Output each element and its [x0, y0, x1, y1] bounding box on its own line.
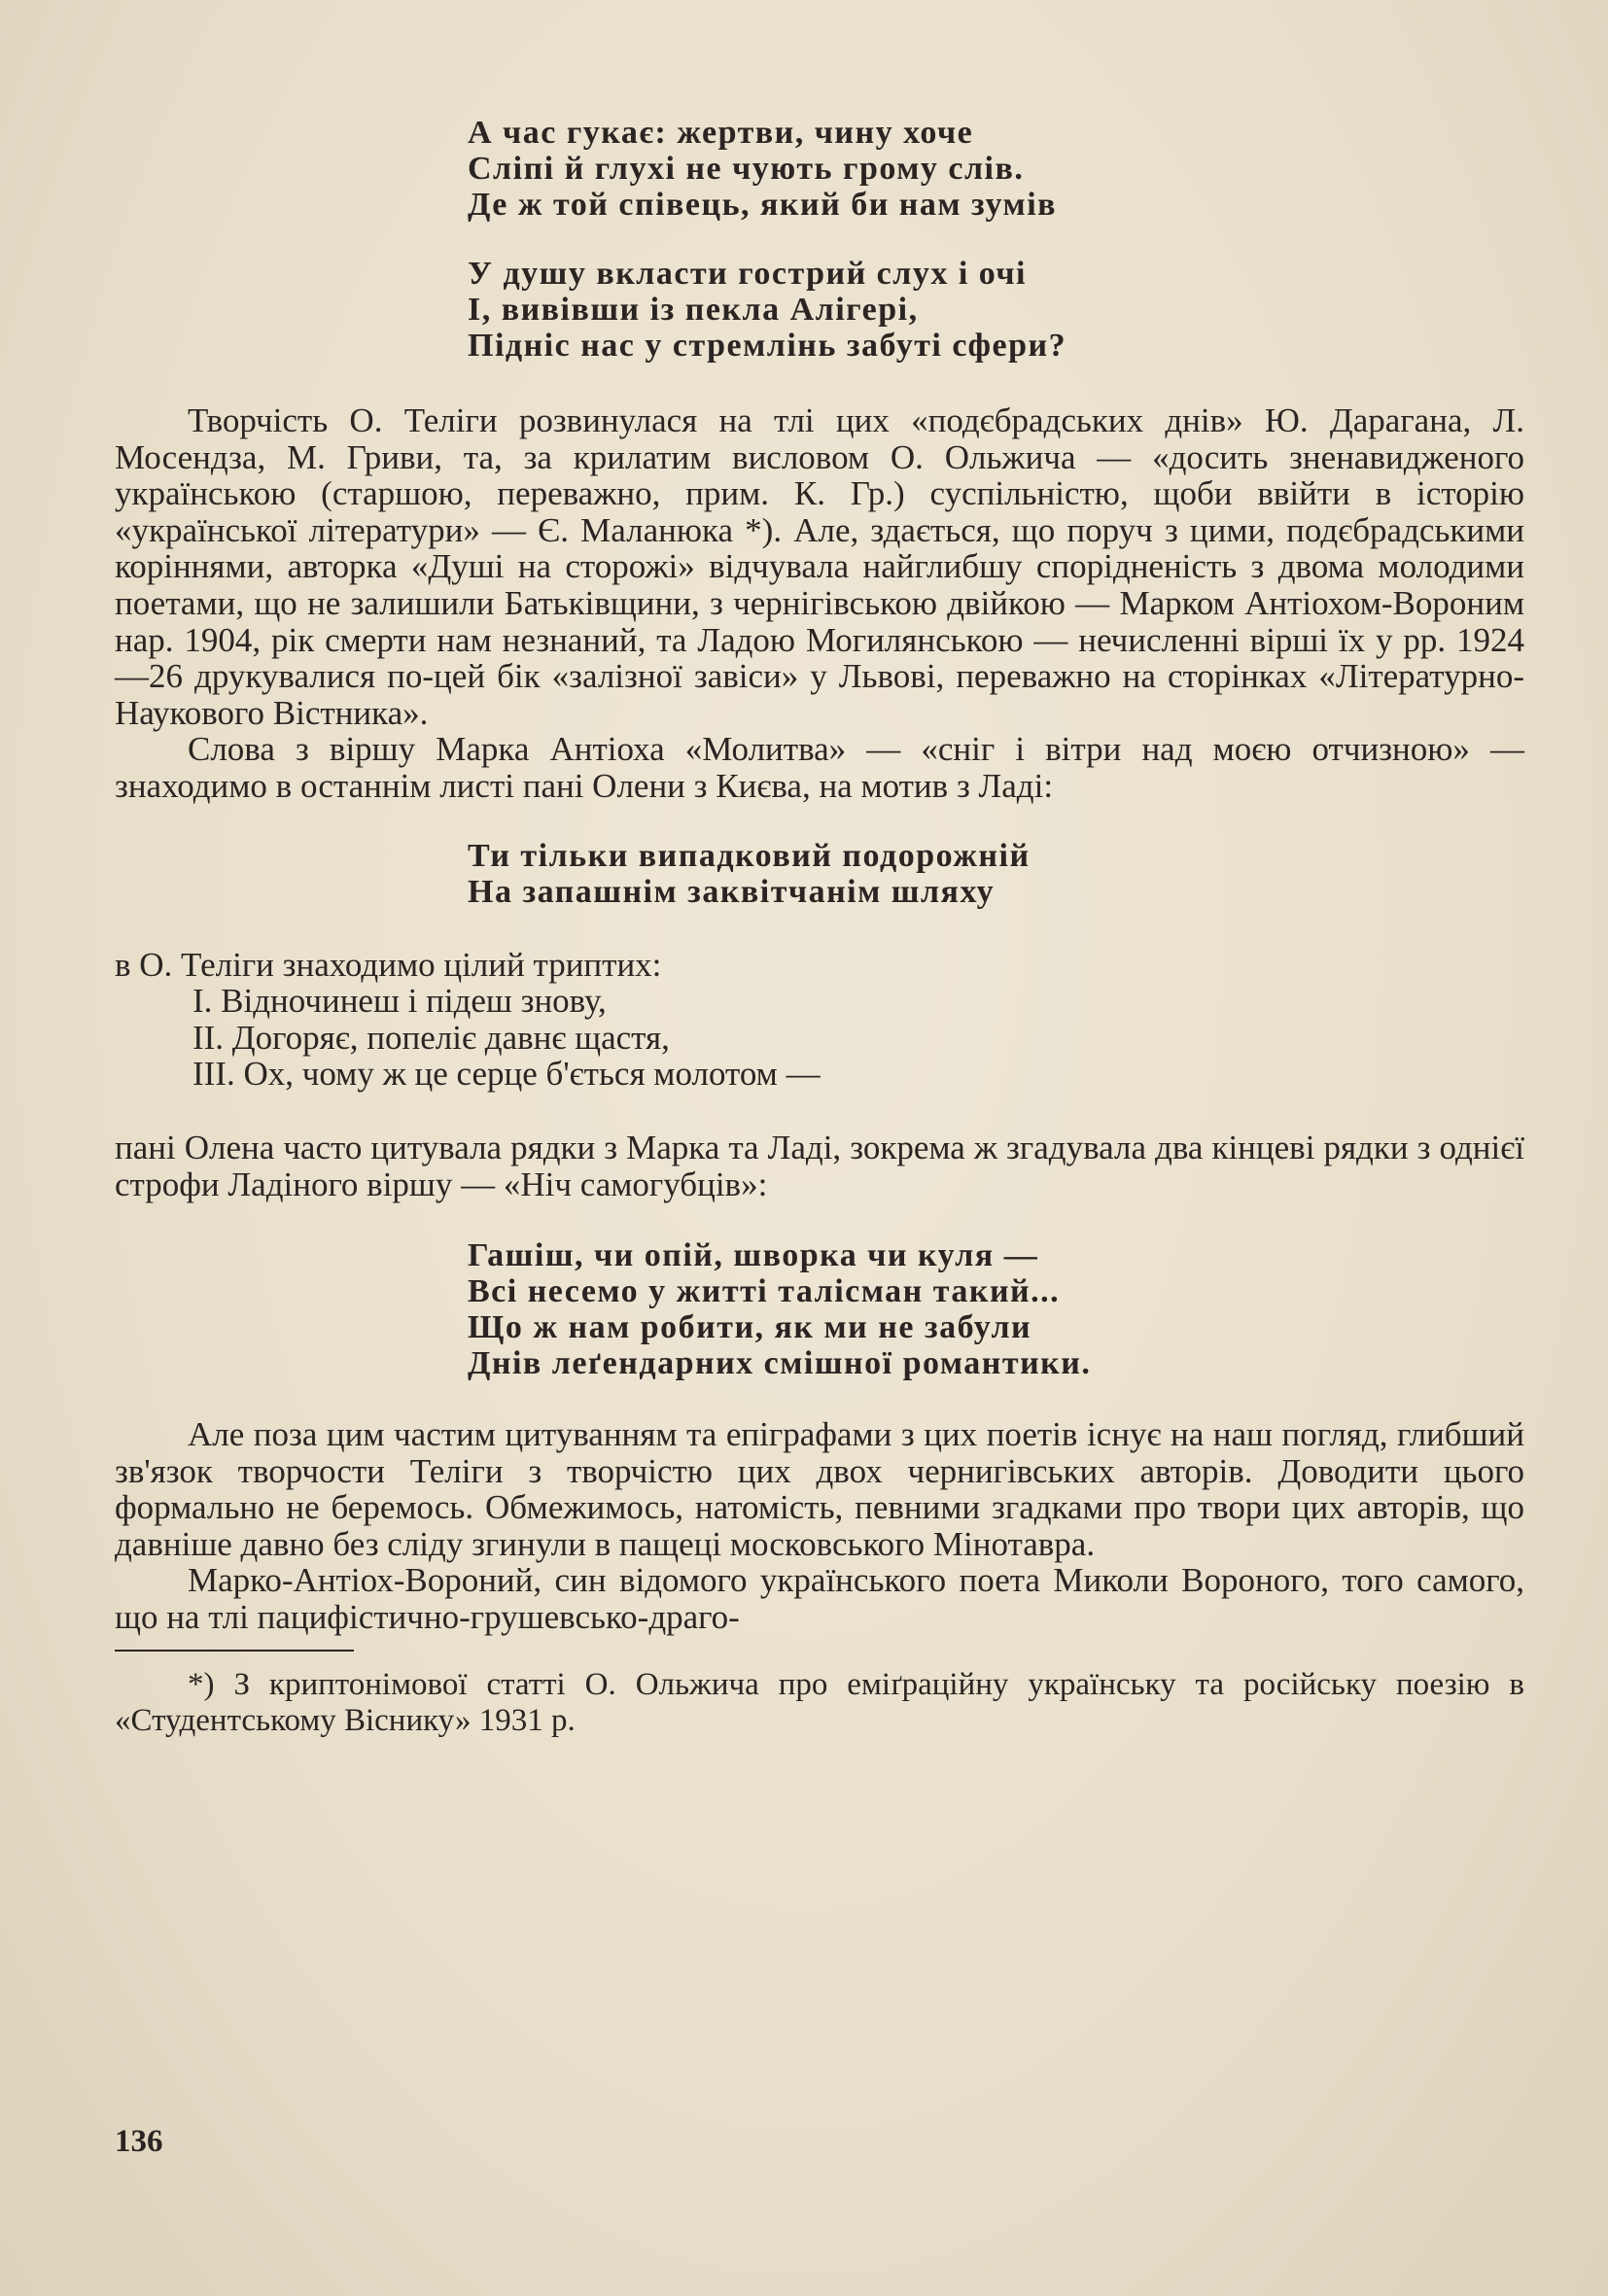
verse-line: Всі несемо у житті талісман такий...: [468, 1273, 1061, 1310]
paragraph: в О. Теліги знаходимо цілий триптих:: [115, 945, 662, 984]
stanza-gap: [468, 223, 1524, 256]
triptych-list: [115, 983, 1524, 1093]
verse-line: Ти тільки випадковий подорожній: [468, 837, 1031, 874]
paragraph: Творчість О. Теліги розвинулася на тлі цих «подєбрадських днів» Ю. Дарагана, Л. Мосендза, М. Гриви, та, за крилатим висловом О. Ольжича — «досить зненавидженого українською (старшою, переважно, прим. К. Гр.) суспільністю, щоби ввійти в історію «української літератури» — Є. Маланюка *). Але, здається, що поруч з цими, подєбрадськими коріннями, авторка «Душі на сторожі» відчувала найглибшу спорідненість з двома молодими поетами, що не залишили Батьківщини, з чернігівською двійкою — Марком Антіохом-Вороним нар. 1904, рік смерти нам незнаний, та Ладою Могилянською — нечисленні вірші їх у рр. 1924—26 друкувалися по-цей бік «залізної завіси» у Львові, переважно на сторінках «Літературно-Наукового Вістника».: [115, 401, 1524, 732]
page-number: 136: [115, 2124, 163, 2159]
verse-line: Гашіш, чи опій, шворка чи куля —: [468, 1237, 1039, 1274]
verse-line: На запашнім заквітчанім шляху: [468, 873, 996, 910]
verse-line: Підніс нас у стремлінь забуті сфери?: [468, 328, 1067, 364]
verse-block-2: [468, 838, 1524, 910]
verse-block-3: [468, 1237, 1524, 1381]
paragraph: Але поза цим частим цитуванням та епіграфами з цих поетів існує на наш погляд, глибший зв'язок творчости Теліги з творчістю цих двох чернигівських авторів. Доводити цього формально не беремось. Обмежимось, натомість, певними згадками про твори цих авторів, що давніше давно без сліду згинули в пащеці московського Мінотавра.: [115, 1415, 1524, 1563]
verse-block-1: [468, 115, 1524, 364]
verse-line: Що ж нам робити, як ми не забули: [468, 1309, 1032, 1346]
triptych-item: ІІ. Догоряє, попеліє давнє щастя,: [192, 1018, 670, 1057]
paragraph: пані Олена часто цитувала рядки з Марка та Ладі, зокрема ж згадувала два кінцеві рядки з однієї строфи Ладіного віршу — «Ніч самогубців»:: [115, 1128, 1524, 1203]
paragraph: Слова з віршу Марка Антіоха «Молитва» — «сніг і вітри над моєю отчизною» — знаходимо в останнім листі пані Олени з Києва, на мотив з Ладі:: [115, 730, 1524, 805]
verse-line: У душу вкласти гострий слух і очі: [468, 256, 1028, 292]
verse-line: Сліпі й глухі не чують грому слів.: [468, 151, 1025, 187]
page-body: [115, 115, 1524, 1739]
triptych-item: І. Відночинеш і підеш знову,: [192, 982, 607, 1021]
verse-line: А час гукає: жертви, чину хоче: [468, 115, 974, 151]
footnote-divider: [115, 1650, 354, 1652]
paragraph: Марко-Антіох-Вороний, син відомого українського поета Миколи Вороного, того самого, що на тлі пацифістично-грушевсько-драго-: [115, 1561, 1524, 1637]
triptych-item: ІІІ. Ох, чому ж це серце б'ється молотом —: [192, 1055, 821, 1094]
footnote: *) З криптонімової статті О. Ольжича про еміґраційну українську та російську поезію в «Студентському Віснику» 1931 р.: [115, 1666, 1524, 1738]
verse-line: Де ж той співець, який би нам зумів: [468, 187, 1058, 223]
verse-line: Днів леґендарних смішної романтики.: [468, 1345, 1092, 1382]
verse-line: І, вивівши із пекла Алігері,: [468, 292, 919, 328]
